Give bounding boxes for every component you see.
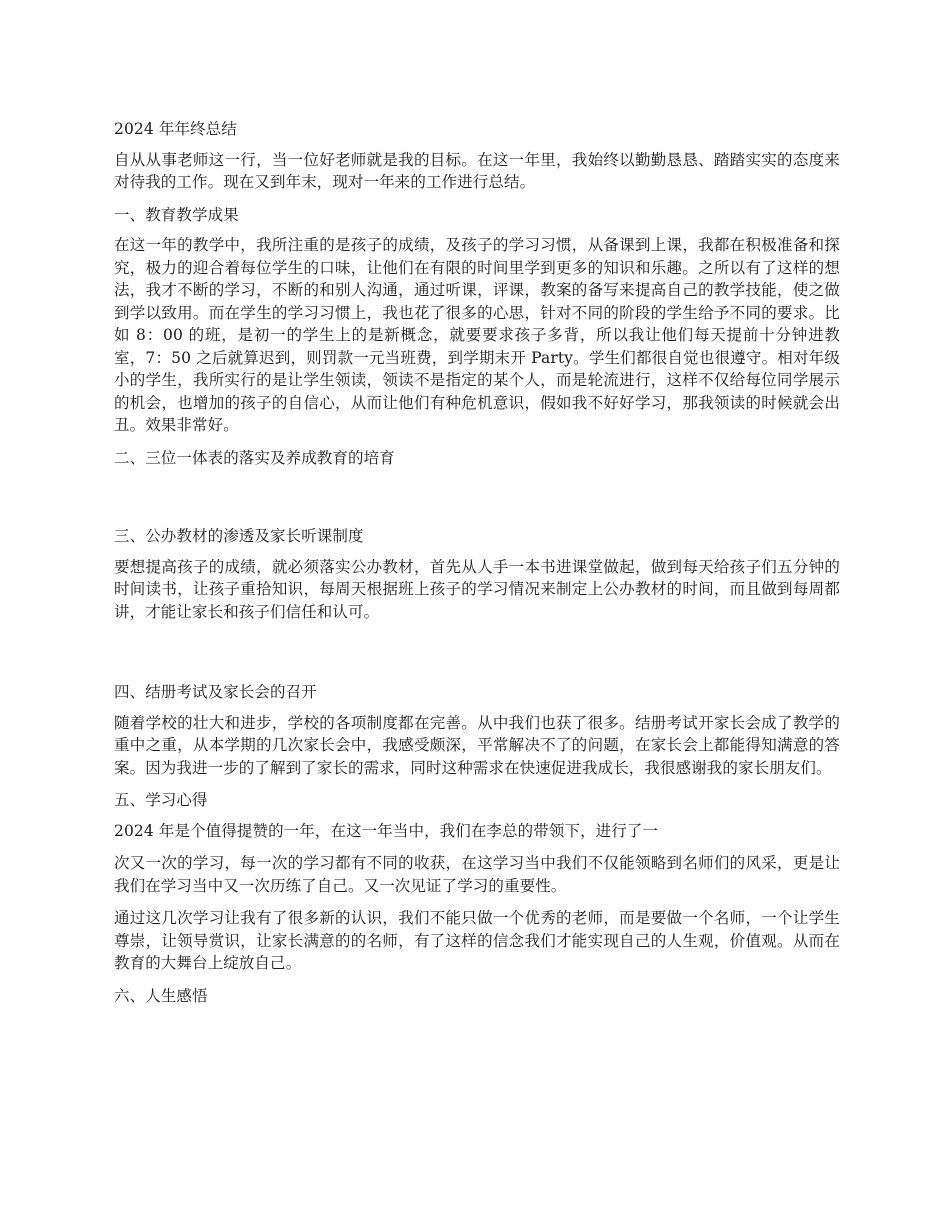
section-1-paragraph-1: 在这一年的教学中，我所注重的是孩子的成绩，及孩子的学习习惯，从备课到上课，我都在积极准备和探究，极力的迎合着每位学生的口味，让他们在有限的时间里学到更多的知识和乐趣。之所以有了这样的想法，我才不断的学习，不断的和别人沟通，通过听课，评课，教案的备写来提高自己的教学技能，使之做到学以致用。而在学生的学习习惯上，我也花了很多的心思，针对不同的阶段的学生给予不同的要求。比如 8：00 的班，是初一的学生上的是新概念，就要要求孩子多背，所以我让他们每天提前十分钟进教室，7：50 之后就算迟到，则罚款一元当班费，到学期末开 Party。学生们都很自觉也很遵守。相对年级小的学生，我所实行的是让学生领读，领读不是指定的某个人，而是轮流进行，这样不仅给每位同学展示的机会，也增加的孩子的自信心，从而让他们有种危机意识，假如我不好好学习，那我领读的时候就会出丑。效果非常好。 <box>114 236 840 434</box>
section-3-empty-space <box>114 633 840 681</box>
intro-paragraph: 自从从事老师这一行，当一位好老师就是我的目标。在这一年里，我始终以勤勤恳恳、踏踏实实的态度来对待我的工作。现在又到年末，现对一年来的工作进行总结。 <box>114 150 840 191</box>
section-heading-2: 二、三位一体表的落实及养成教育的培育 <box>114 448 395 467</box>
section-heading-4: 四、结册考试及家长会的召开 <box>114 683 317 701</box>
document-page <box>114 118 840 1015</box>
section-heading-1: 一、教育教学成果 <box>114 205 239 224</box>
section-heading-3: 三、公办教材的渗透及家长听课制度 <box>114 527 364 545</box>
section-3-paragraph-1: 要想提高孩子的成绩，就必须落实公办教材，首先从人手一本书进课堂做起，做到每天给孩子们五分钟的时间读书，让孩子重拾知识，每周天根据班上孩子的学习情况来制定上公办教材的时间，而且做到每周都讲，才能让家长和孩子们信任和认可。 <box>114 557 840 621</box>
section-4-paragraph-1: 随着学校的壮大和进步，学校的各项制度都在完善。从中我们也获了很多。结册考试开家长会成了教学的重中之重，从本学期的几次家长会中，我感受颇深，平常解决不了的问题，在家长会上都能得知满意的答案。因为我进一步的了解到了家长的需求，同时这种需求在快速促进我成长，我很感谢我的家长朋友们。 <box>114 713 840 777</box>
section-5-paragraph-3: 通过这几次学习让我有了很多新的认识，我们不能只做一个优秀的老师，而是要做一个名师，一个让学生尊崇，让领导赏识，让家长满意的的名师，有了这样的信念我们才能实现自己的人生观，价值观。从而在教育的大舞台上绽放自己。 <box>114 909 840 972</box>
section-5-paragraph-2: 次又一次的学习，每一次的学习都有不同的收获，在这学习当中我们不仅能领略到名师们的风采，更是让我们在学习当中又一次历练了自己。又一次见证了学习的重要性。 <box>114 854 840 895</box>
section-2-empty-space <box>114 477 840 525</box>
section-5-paragraph-1: 2024 年是个值得提赞的一年，在这一年当中，我们在李总的带领下，进行了一 <box>114 821 659 840</box>
section-heading-6: 六、人生感悟 <box>114 986 208 1005</box>
section-heading-5: 五、学习心得 <box>114 791 208 809</box>
document-title: 2024 年年终总结 <box>114 120 237 138</box>
